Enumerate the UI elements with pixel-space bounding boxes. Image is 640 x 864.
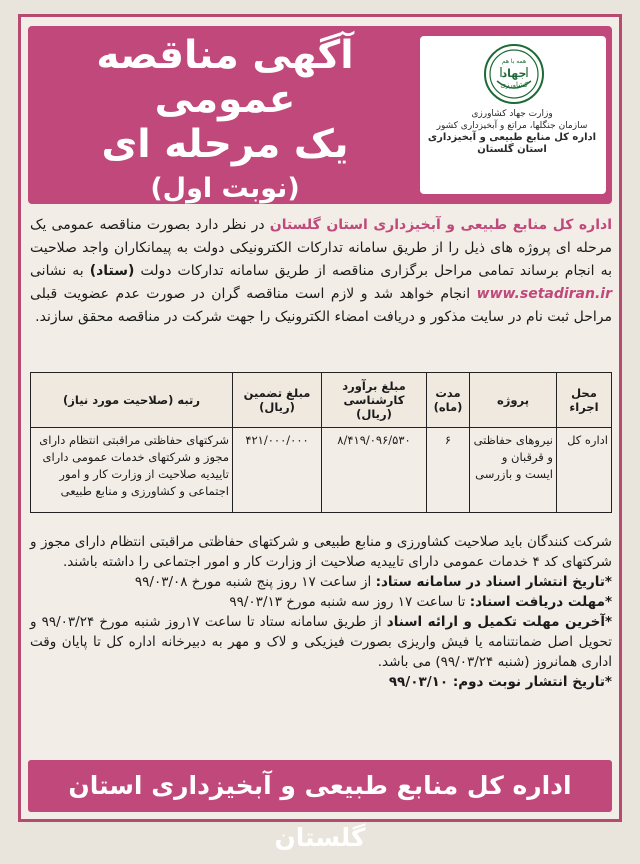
- second-round-value: ۹۹/۰۳/۱۰: [388, 674, 453, 690]
- intro-text-3: انجام خواهد شد و لازم است مناقصه گران در صورت عدم عضویت قبلی مراحل ثبت نام در سایت مذکور و دریافت امضاء الکترونیک را جهت شرکت در مناقصه محقق سازند.: [30, 286, 612, 325]
- receive-deadline-label: *مهلت دریافت اسناد:: [469, 594, 612, 610]
- submit-deadline-value: از طریق سامانه ستاد تا ساعت ۱۷روز شنبه مورخ ۹۹/۰۳/۲۴ و تحویل اصل ضمانتنامه یا فیش واریزی بصورت فیزیکی و لاک و مهر به دبیرخانه اداره کل تا پایان وقت اداری همانروز (شنبه ۹۹/۰۳/۲۴) می باشد.: [30, 614, 612, 670]
- header-banner: [28, 26, 612, 204]
- intro-paragraph: [30, 214, 612, 329]
- conditions-block: [30, 532, 612, 692]
- second-round-label: *تاریخ انتشار نوبت دوم:: [452, 674, 612, 690]
- notice-round: (نوبت اول): [150, 173, 300, 204]
- ministry-name: وزارت جهاد کشاورزی: [471, 109, 553, 119]
- header-estimate: مبلغ برآورد کارشناسی (ریال): [322, 373, 427, 428]
- agency-name: سازمان جنگلها، مراتع و آبخیزداری کشور: [436, 121, 588, 131]
- svg-text:همه با هم: همه با هم: [501, 58, 527, 65]
- notice-title: آگهی مناقصه عمومی: [96, 33, 354, 122]
- projects-table: [30, 372, 612, 513]
- intro-text-1: در نظر دارد بصورت مناقصه عمومی یک مرحله ای پروژه های ذیل را از طریق سامانه تدارکات الکترونیکی دولت به پیمانکاران واجد صلاحیت به انجام برساند تمامی مراحل برگزاری مناقصه از طریق سامانه تدارکات دولت: [30, 217, 612, 279]
- publish-date-label: *تاریخ انتشار اسناد در سامانه ستاد:: [375, 574, 612, 590]
- notice-subtitle: یک مرحله ای: [101, 122, 349, 167]
- department-name: اداره کل منابع طبیعی و آبخیزداری استان گلستان: [427, 132, 597, 155]
- header-duration: مدت (ماه): [427, 373, 470, 428]
- organization-lines: [426, 108, 598, 156]
- table-header-row: [31, 373, 612, 428]
- header-project: پروژه: [470, 373, 557, 428]
- cell-guarantee: ۴۲۱/۰۰۰/۰۰۰: [233, 428, 322, 513]
- receive-deadline-line: [30, 592, 612, 612]
- receive-deadline-value: تا ساعت ۱۷ روز سه شنبه مورخ ۹۹/۰۳/۱۳: [229, 594, 470, 610]
- cell-location: اداره کل: [557, 428, 612, 513]
- table-row: [31, 428, 612, 513]
- cell-duration: ۶: [427, 428, 470, 513]
- jahad-logo-icon: [484, 44, 544, 104]
- header-location: محل اجراء: [557, 373, 612, 428]
- cell-project: نیروهای حفاظتی و قرقبان و ایست و بازرسی: [470, 428, 557, 513]
- intro-text-2: به نشانی: [30, 263, 90, 279]
- second-round-line: [30, 672, 612, 692]
- submit-deadline-label: *آخرین مهلت تکمیل و ارائه اسناد: [386, 614, 612, 630]
- svg-text:جهاد: جهاد: [501, 67, 527, 80]
- cell-estimate: ۸/۴۱۹/۰۹۶/۵۳۰: [322, 428, 427, 513]
- svg-text:کشاورزی: کشاورزی: [500, 81, 528, 89]
- submit-deadline-line: [30, 612, 612, 672]
- publish-date-value: از ساعت ۱۷ روز پنج شنبه مورخ ۹۹/۰۳/۰۸: [134, 574, 376, 590]
- title-block: [40, 34, 410, 208]
- eligibility-text: شرکت کنندگان باید صلاحیت کشاورزی و منابع طبیعی و شرکتهای حفاظتی مراقبتی انتظام دارای مجوز و شرکتهای کد ۴ خدمات عمومی دارای تاییدیه صلاحیت از وزارت کار و امور اجتماعی را داشته باشند.: [30, 534, 612, 570]
- header-guarantee: مبلغ تضمین (ریال): [233, 373, 322, 428]
- cell-qualification: شرکتهای حفاظتی مراقبتی انتظام دارای مجوز و شرکتهای خدمات عمومی دارای تاییدیه صلاحیت از وزارت کار و امور اجتماعی و کشاورزی و منابع طبیعی: [31, 428, 233, 513]
- setad-label: (ستاد): [89, 263, 135, 279]
- header-qualification: رتبه (صلاحیت مورد نیاز): [31, 373, 233, 428]
- organization-name: اداره کل منابع طبیعی و آبخیزداری استان گلستان: [269, 217, 612, 233]
- publish-date-line: [30, 572, 612, 592]
- organization-box: [420, 36, 606, 194]
- footer-banner: اداره کل منابع طبیعی و آبخیزداری استان گلستان: [28, 760, 612, 812]
- setad-url-link[interactable]: www.setadiran.ir: [476, 286, 612, 302]
